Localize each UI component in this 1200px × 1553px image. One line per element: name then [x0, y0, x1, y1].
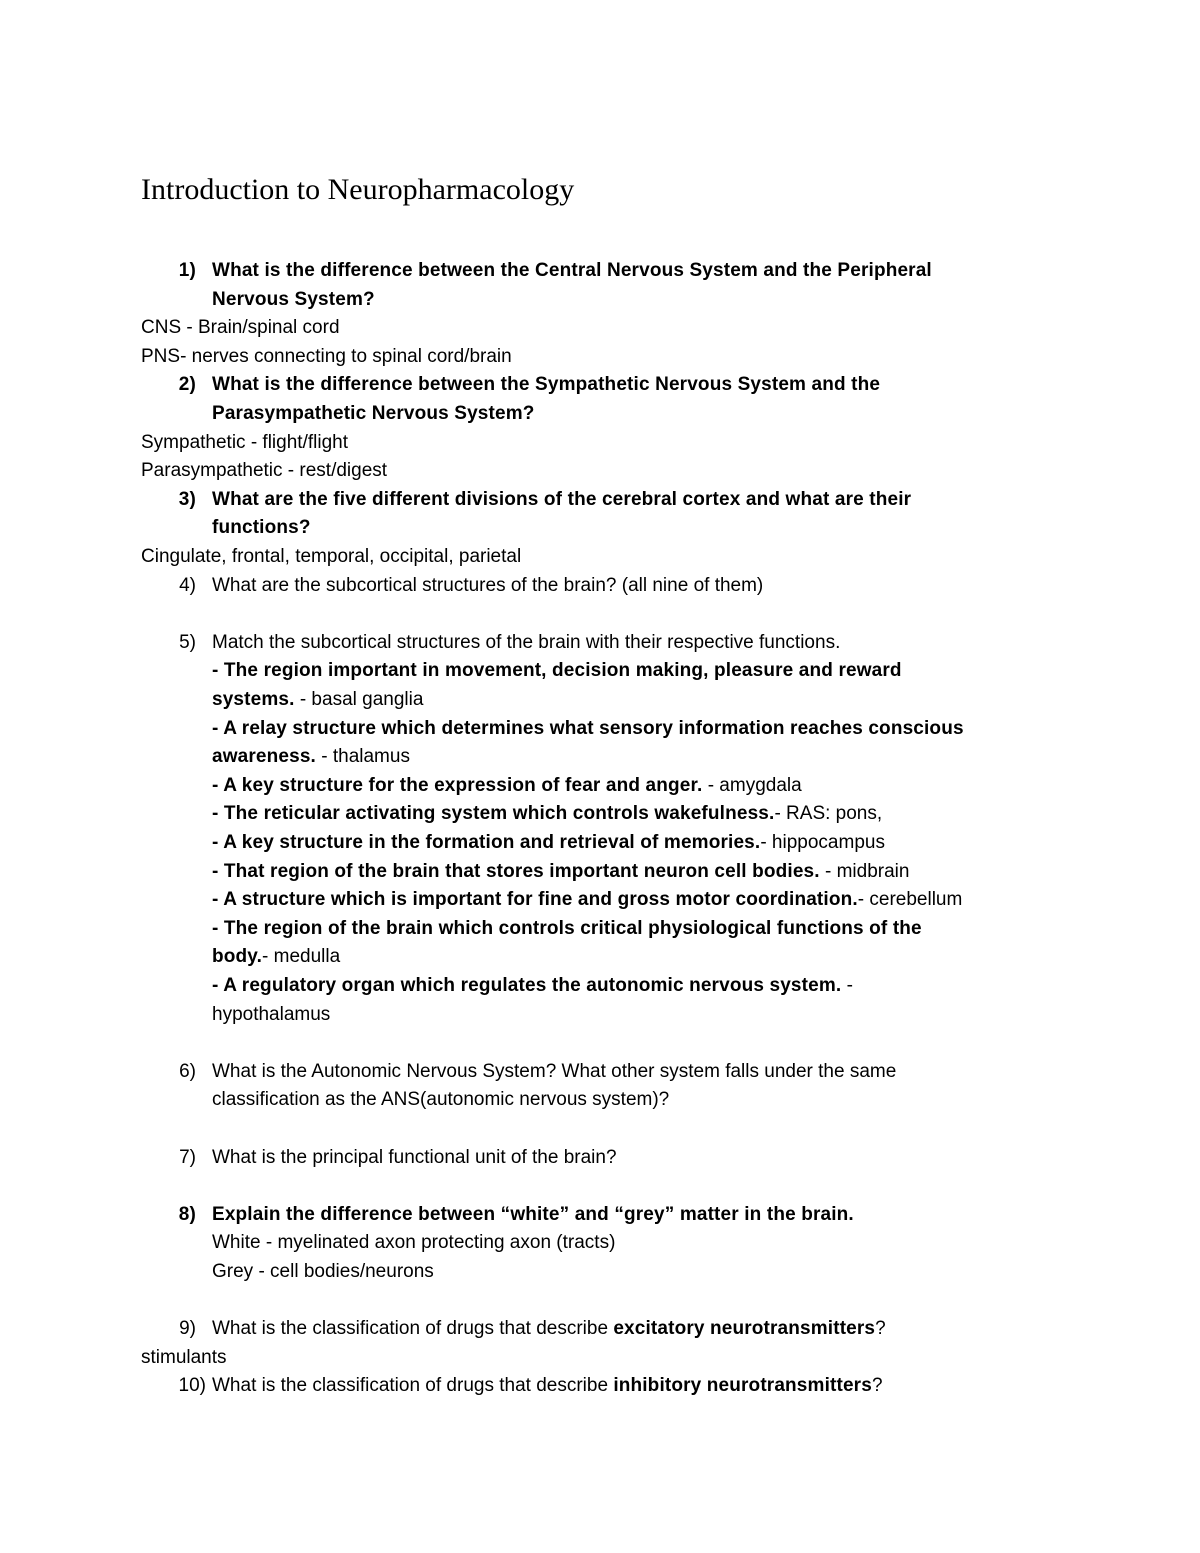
- question-number: 8): [178, 1203, 196, 1225]
- question-text: What are the subcortical structures of the brain? (all nine of them): [212, 574, 764, 596]
- match-answer: - thalamus: [315, 746, 410, 768]
- document-title: Introduction to Neuropharmacology: [141, 173, 575, 206]
- match-prompt: body.: [212, 946, 263, 968]
- match-answer: - cerebellum: [857, 889, 963, 911]
- match-answer: - midbrain: [819, 860, 910, 882]
- question-text: Match the subcortical structures of the brain with their respective functions.: [212, 631, 841, 653]
- question-number: 2): [178, 374, 196, 396]
- match-prompt: - A key structure for the expression of fear and anger.: [212, 774, 703, 796]
- question-number: 1): [178, 260, 196, 281]
- match-item: [212, 943, 340, 972]
- match-prompt: - A key structure in the formation and retrieval of memories.: [212, 832, 761, 853]
- answer-text: Cingulate, frontal, temporal, occipital, parietal: [141, 546, 522, 567]
- question-text: [212, 1315, 886, 1344]
- question-number: 9): [179, 1318, 196, 1340]
- question-text: What is the difference between the Central Nervous System and the Peripheral: [212, 260, 932, 281]
- question-text: Explain the difference between “white” and “grey” matter in the brain.: [212, 1203, 854, 1225]
- question-number: 3): [178, 488, 196, 510]
- question-number: 6): [179, 1060, 196, 1082]
- match-answer: - hippocampus: [760, 832, 885, 853]
- match-prompt: - The reticular activating system which controls wakefulness.: [212, 803, 775, 825]
- match-answer: - RAS: pons,: [774, 803, 883, 825]
- match-item: [212, 858, 909, 887]
- match-item: [212, 772, 802, 801]
- match-item: [212, 829, 885, 858]
- question-text: What are the five different divisions of the cerebral cortex and what are their: [212, 488, 912, 510]
- question-text: Nervous System?: [212, 288, 375, 310]
- match-prompt: - A relay structure which determines what sensory information reaches conscious: [212, 717, 964, 739]
- answer-text: White - myelinated axon protecting axon (tracts): [212, 1232, 616, 1254]
- question-text-emphasis: inhibitory neurotransmitters: [613, 1375, 872, 1397]
- match-prompt: - That region of the brain that stores important neuron cell bodies.: [212, 860, 820, 882]
- match-prompt: - A regulatory organ which regulates the autonomic nervous system.: [212, 975, 842, 996]
- match-answer: - medulla: [262, 946, 341, 968]
- question-text: What is the principal functional unit of the brain?: [212, 1146, 617, 1168]
- match-item: [212, 886, 962, 915]
- question-text: Parasympathetic Nervous System?: [212, 403, 535, 424]
- match-item: [212, 686, 423, 715]
- match-prompt: systems.: [212, 689, 295, 710]
- question-number: 10): [178, 1375, 206, 1397]
- match-item: [212, 800, 882, 829]
- match-item: [212, 743, 410, 772]
- question-number: 5): [179, 631, 196, 653]
- question-number: 4): [179, 574, 196, 596]
- question-text-start: What is the classification of drugs that describe: [212, 1318, 614, 1340]
- match-item: [212, 972, 853, 1001]
- question-text: [212, 1372, 883, 1401]
- match-prompt: - The region important in movement, decision making, pleasure and reward: [212, 660, 902, 682]
- answer-text: CNS - Brain/spinal cord: [141, 317, 340, 339]
- answer-text: stimulants: [141, 1346, 227, 1368]
- match-prompt: - A structure which is important for fine and gross motor coordination.: [212, 889, 858, 911]
- question-text: classification as the ANS(autonomic nervous system)?: [212, 1089, 670, 1111]
- match-prompt: awareness.: [212, 746, 316, 768]
- answer-text: Grey - cell bodies/neurons: [212, 1261, 434, 1282]
- match-answer: - basal ganglia: [294, 689, 424, 710]
- match-prompt: - The region of the brain which controls critical physiological functions of the: [212, 917, 922, 939]
- question-text-end: ?: [875, 1318, 886, 1340]
- question-text-emphasis: excitatory neurotransmitters: [613, 1318, 876, 1340]
- question-number: 7): [179, 1146, 196, 1168]
- question-text: What is the difference between the Sympathetic Nervous System and the: [212, 374, 881, 396]
- match-answer: - amygdala: [702, 774, 802, 796]
- answer-text: PNS- nerves connecting to spinal cord/brain: [141, 345, 512, 367]
- match-answer: hypothalamus: [212, 1003, 331, 1025]
- answer-text: Sympathetic - flight/flight: [141, 431, 348, 453]
- question-text: functions?: [212, 517, 311, 539]
- answer-text: Parasympathetic - rest/digest: [141, 460, 388, 482]
- question-text: What is the Autonomic Nervous System? What other system falls under the same: [212, 1060, 897, 1082]
- question-text-end: ?: [871, 1375, 883, 1397]
- match-answer: -: [841, 975, 853, 996]
- question-text-start: What is the classification of drugs that describe: [212, 1375, 614, 1397]
